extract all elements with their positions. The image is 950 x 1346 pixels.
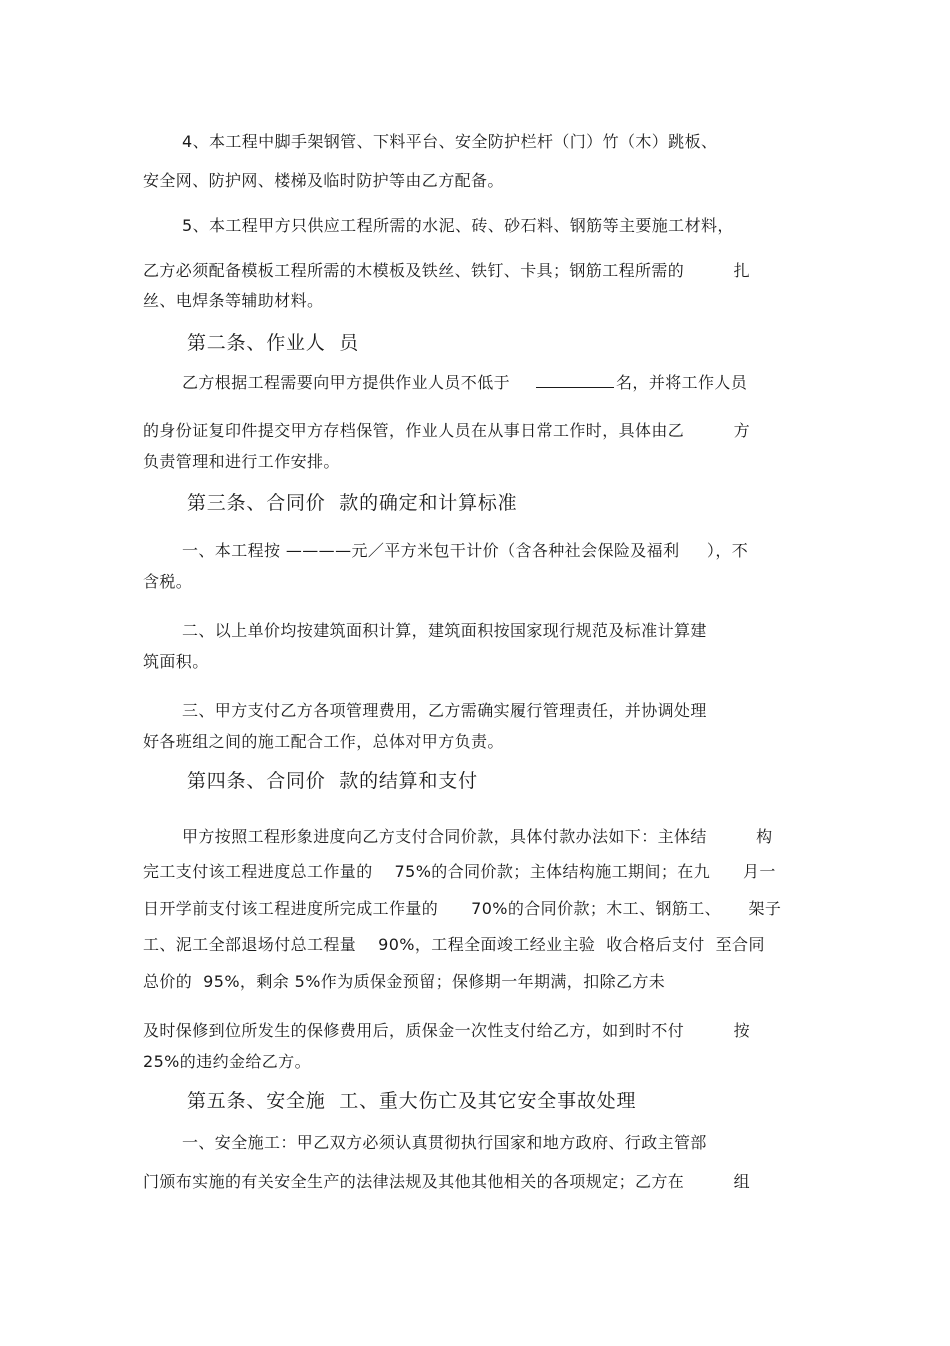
text-line: 负责管理和进行工作安排。 — [143, 452, 340, 471]
section-heading: 第二条、作业人 员 — [187, 332, 360, 354]
text-line: 乙方必须配备模板工程所需的木模板及铁丝、铁钉、卡具；钢筋工程所需的 扎 — [143, 261, 750, 280]
text-line: 5、本工程甲方只供应工程所需的水泥、砖、砂石料、钢筋等主要施工材料， — [182, 216, 734, 235]
text-line: 4、本工程中脚手架钢管、下料平台、安全防护栏杆（门）竹（木）跳板、 — [182, 132, 718, 151]
text-line: 甲方按照工程形象进度向乙方支付合同价款，具体付款办法如下：主体结 构 — [182, 827, 773, 846]
line-segment: 名，并将工作人员 — [616, 373, 748, 392]
section-heading: 第五条、安全施 工、重大伤亡及其它安全事故处理 — [187, 1090, 637, 1112]
text-line: 三、甲方支付乙方各项管理费用，乙方需确实履行管理责任，并协调处理 — [182, 701, 707, 720]
text-line: 丝、电焊条等辅助材料。 — [143, 291, 324, 310]
fill-in-blank — [536, 373, 614, 388]
text-line: 一、安全施工：甲乙双方必须认真贯彻执行国家和地方政府、行政主管部 — [182, 1133, 707, 1152]
text-line: 二、以上单价均按建筑面积计算，建筑面积按国家现行规范及标准计算建 — [182, 621, 707, 640]
text-line: 一、本工程按 ————元／平方米包干计价（含各种社会保险及福利 ），不 — [182, 541, 749, 560]
text-line: 完工支付该工程进度总工作量的 75%的合同价款；主体结构施工期间；在九 月一 — [143, 862, 776, 881]
text-line: 含税。 — [143, 572, 193, 591]
text-line: 及时保修到位所发生的保修费用后，质保金一次性支付给乙方，如到时不付 按 — [143, 1021, 750, 1040]
text-line: 总价的 95%，剩余 5%作为质保金预留；保修期一年期满，扣除乙方未 — [143, 972, 666, 991]
text-line: 日开学前支付该工程进度所完成工作量的 70%的合同价款；木工、钢筋工、 架子 — [143, 899, 782, 918]
line-segment: 乙方根据工程需要向甲方提供作业人员不低于 — [182, 373, 511, 392]
section-heading: 第三条、合同价 款的确定和计算标准 — [187, 492, 518, 514]
text-line: 25%的违约金给乙方。 — [143, 1052, 311, 1071]
text-line: 安全网、防护网、楼梯及临时防护等由乙方配备。 — [143, 171, 504, 190]
section-heading: 第四条、合同价 款的结算和支付 — [187, 770, 478, 792]
text-line: 筑面积。 — [143, 652, 209, 671]
text-line: 工、泥工全部退场付总工程量 90%，工程全面竣工经业主验 收合格后支付 至合同 — [143, 935, 765, 954]
text-line: 门颁布实施的有关安全生产的法律法规及其他其他相关的各项规定；乙方在 组 — [143, 1172, 750, 1191]
text-line: 好各班组之间的施工配合工作，总体对甲方负责。 — [143, 732, 504, 751]
text-line — [182, 372, 747, 394]
text-line: 的身份证复印件提交甲方存档保管，作业人员在从事日常工作时，具体由乙 方 — [143, 421, 750, 440]
